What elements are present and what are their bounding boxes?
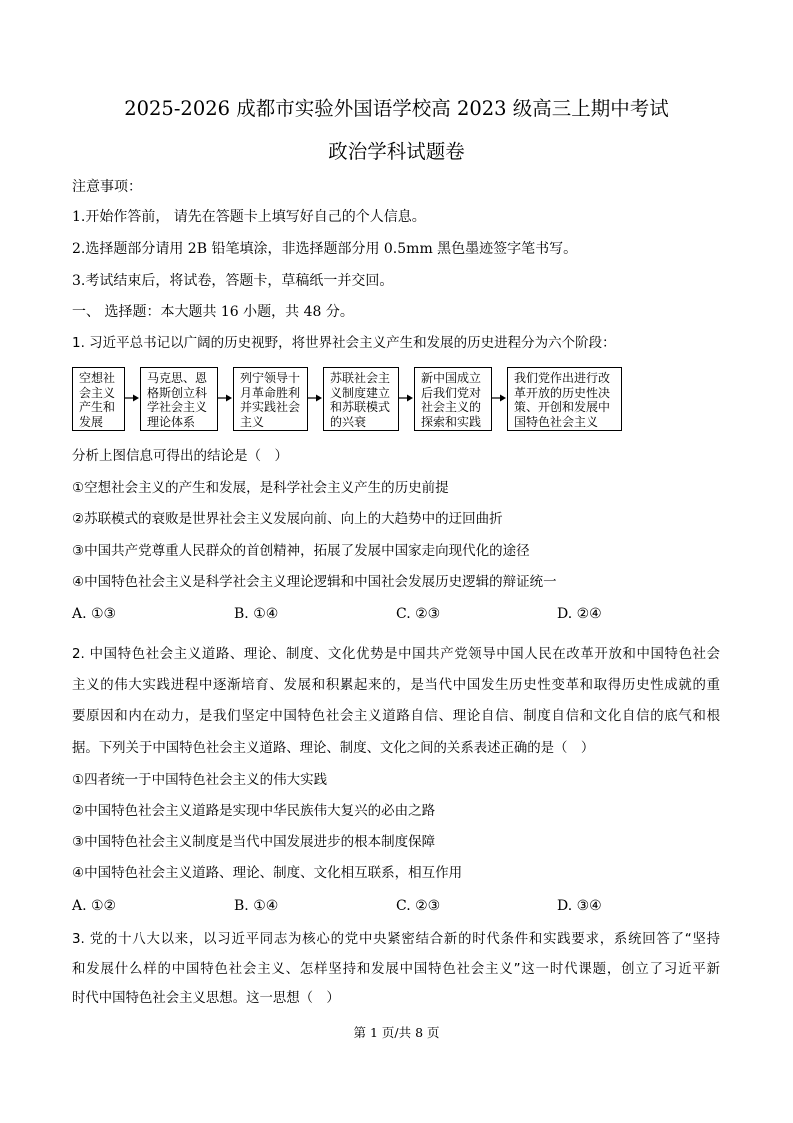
q1-question: 分析上图信息可得出的结论是（ ）	[72, 448, 288, 464]
flow-box-4-line-1: 苏联社会主	[330, 371, 391, 385]
q1-option-b[interactable]: B. ①④	[234, 606, 279, 622]
flow-box-5-line-2: 后我们党对	[421, 385, 482, 400]
flow-box-1-line-3: 产生和	[79, 400, 116, 414]
q3-line-1: 3. 党的十八大以来，以习近平同志为核心的党中央紧密结合新的时代条件和实践要求，系统回答了“坚持	[72, 932, 720, 947]
flow-box-6-line-3: 策、开创和发展中	[514, 400, 611, 414]
q3-line-2: 和发展什么样的中国特色社会主义、怎样坚持和发展中国特色社会主义”这一时代课题，创立了习近平新	[72, 962, 720, 977]
exam-subtitle: 政治学科试题卷	[328, 140, 465, 163]
q1-option-d[interactable]: D. ②④	[557, 606, 602, 622]
q2-line-3: 要原因和内在动力，是我们坚定中国特色社会主义道路自信、理论自信、制度自信和文化自信的底气和根	[72, 709, 720, 724]
q2-option-b[interactable]: B. ①④	[234, 898, 279, 914]
flow-box-4-line-3: 和苏联模式	[330, 400, 391, 414]
flow-box-3-line-4: 主义	[240, 414, 265, 429]
flow-arrow-icon	[492, 393, 507, 403]
q2-statement-1: ①四者统一于中国特色社会主义的伟大实践	[72, 772, 328, 788]
flow-box-6-line-1: 我们党作出进行改	[514, 371, 611, 385]
flow-box-4	[323, 367, 399, 431]
flow-box-1-line-4: 发展	[79, 414, 104, 429]
q2-line-1: 2. 中国特色社会主义道路、理论、制度、文化优势是中国共产党领导中国人民在改革开放和中国特色社会	[72, 647, 720, 662]
flow-box-6	[507, 367, 622, 431]
q1-statement-4: ④中国特色社会主义是科学社会主义理论逻辑和中国社会发展历史逻辑的辩证统一	[72, 574, 557, 590]
flow-box-5-line-4: 探索和实践	[421, 414, 482, 429]
flow-arrow-icon	[125, 393, 140, 403]
flow-box-5	[414, 367, 492, 431]
flow-box-2-line-4: 理论体系	[147, 414, 196, 429]
flow-arrow-icon	[218, 393, 233, 403]
q2-line-2: 主义的伟大实践进程中逐渐培育、发展和积累起来的，是当代中国发生历史性变革和取得历史性成就的重	[72, 678, 720, 693]
flow-box-4-line-4: 的兴衰	[330, 414, 367, 429]
q2-option-c[interactable]: C. ②③	[396, 898, 441, 914]
flow-box-1-line-1: 空想社	[79, 371, 116, 385]
flow-box-5-line-1: 新中国成立	[421, 371, 482, 385]
q2-option-d[interactable]: D. ③④	[557, 898, 602, 914]
q2-option-a[interactable]: A. ①②	[72, 898, 117, 914]
notice-item-2: 2.选择题部分请用 2B 铅笔填涂，非选择题部分用 0.5mm 黑色墨迹签字笔书写。	[72, 241, 578, 257]
flow-box-3-line-3: 并实践社会	[240, 400, 301, 414]
flow-box-4-line-2: 义制度建立	[330, 385, 391, 400]
flow-box-3-line-1: 列宁领导十	[240, 371, 301, 385]
notice-item-1: 1.开始作答前， 请先在答题卡上填写好自己的个人信息。	[72, 209, 426, 225]
q2-line-4: 据。下列关于中国特色社会主义道路、理论、制度、文化之间的关系表述正确的是（ ）	[72, 741, 595, 756]
flow-arrow-icon	[308, 393, 323, 403]
notice-heading: 注意事项：	[72, 179, 142, 195]
q2-statement-4: ④中国特色社会主义道路、理论、制度、文化相互联系，相互作用	[72, 865, 463, 881]
flow-box-1	[72, 367, 125, 431]
q1-option-a[interactable]: A. ①③	[72, 606, 117, 622]
flow-box-1-line-2: 会主义	[79, 385, 116, 400]
flow-box-5-line-3: 社会主义的	[421, 400, 482, 414]
flow-box-2-line-2: 格斯创立科	[147, 385, 208, 400]
q1-option-c[interactable]: C. ②③	[396, 606, 441, 622]
flow-box-2-line-1: 马克思、恩	[147, 371, 208, 385]
section-heading: 一、 选择题：本大题共 16 小题，共 48 分。	[72, 304, 354, 320]
q1-statement-1: ①空想社会主义的产生和发展，是科学社会主义产生的历史前提	[72, 480, 449, 496]
q2-statement-2: ②中国特色社会主义道路是实现中华民族伟大复兴的必由之路	[72, 803, 436, 819]
flow-box-2	[140, 367, 218, 431]
flow-arrow-icon	[399, 393, 414, 403]
page-number: 第 1 页/共 8 页	[353, 1025, 440, 1040]
q1-statement-2: ②苏联模式的衰败是世界社会主义发展向前、向上的大趋势中的迂回曲折	[72, 511, 503, 527]
exam-title: 2025-2026 成都市实验外国语学校高 2023 级高三上期中考试	[124, 97, 669, 120]
q3-line-3: 时代中国特色社会主义思想。这一思想（ ）	[72, 991, 340, 1006]
q1-statement-3: ③中国共产党尊重人民群众的首创精神，拓展了发展中国家走向现代化的途径	[72, 543, 530, 559]
flow-box-3	[233, 367, 308, 431]
q2-statement-3: ③中国特色社会主义制度是当代中国发展进步的根本制度保障	[72, 834, 436, 850]
flow-box-6-line-4: 国特色社会主义	[514, 414, 599, 429]
flow-box-3-line-2: 月革命胜利	[240, 385, 301, 400]
flow-box-2-line-3: 学社会主义	[147, 400, 208, 414]
q1-stem: 1. 习近平总书记以广阔的历史视野，将世界社会主义产生和发展的历史进程分为六个阶段：	[72, 335, 616, 351]
notice-item-3: 3.考试结束后，将试卷，答题卡，草稿纸一并交回。	[72, 273, 394, 289]
flow-box-6-line-2: 革开放的历史性决	[514, 385, 611, 400]
